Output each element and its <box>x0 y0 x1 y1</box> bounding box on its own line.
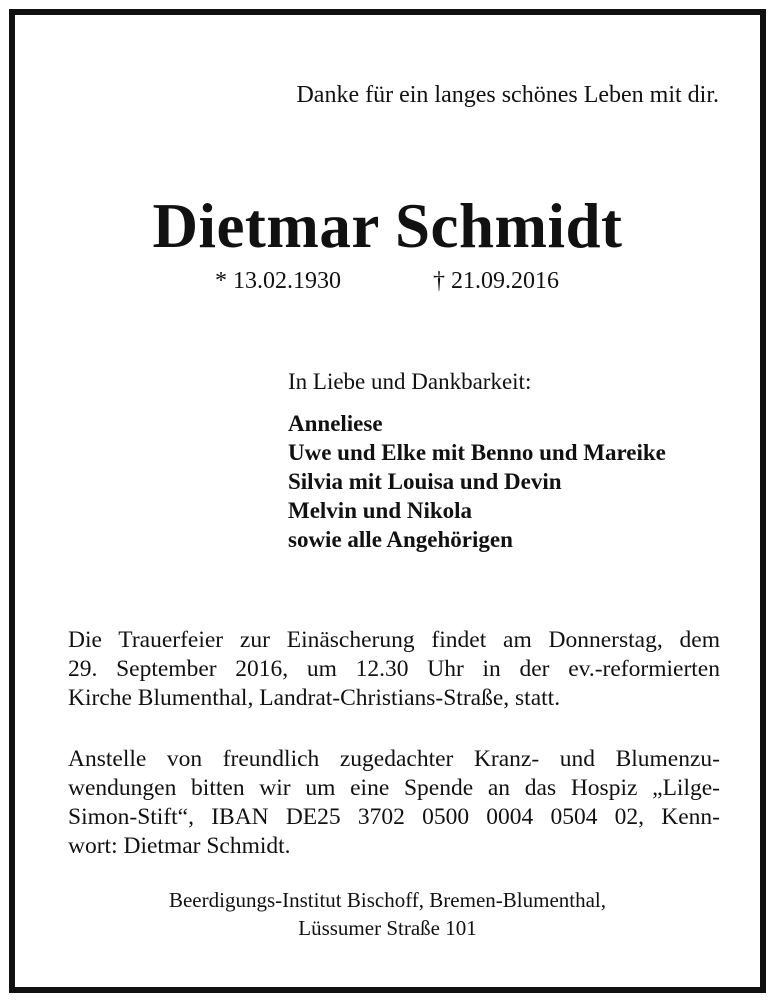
donation-line: wendungen bitten wir um eine Spende an das Hospiz „Lilge- <box>68 775 720 801</box>
undertaker-address: Lüssumer Straße 101 <box>298 916 477 940</box>
birth-date: * 13.02.1930 <box>215 268 341 294</box>
ceremony-paragraph <box>68 626 720 713</box>
death-date: † 21.09.2016 <box>433 268 559 294</box>
ceremony-line: Die Trauerfeier zur Einäscherung findet am Donnerstag, dem <box>68 627 720 653</box>
motto: Danke für ein langes schönes Leben mit dir. <box>296 82 719 108</box>
mourner-name: sowie alle Angehörigen <box>288 527 513 552</box>
donation-line: Simon-Stift“, IBAN DE25 3702 0500 0004 0504 02, Kenn- <box>68 804 720 830</box>
ceremony-line: Kirche Blumenthal, Landrat-Christians-Straße, statt. <box>68 685 561 711</box>
undertaker-info <box>15 886 760 942</box>
deceased-name: Dietmar Schmidt <box>152 191 623 261</box>
mourners-intro: In Liebe und Dankbarkeit: <box>288 369 532 394</box>
mourner-name: Melvin und Nikola <box>288 498 473 523</box>
donation-line: Anstelle von freundlich zugedachter Kranz- und Blumenzu- <box>68 746 720 772</box>
mourner-name: Anneliese <box>288 411 383 436</box>
obituary-frame <box>9 9 766 993</box>
donation-line: wort: Dietmar Schmidt. <box>68 833 291 859</box>
mourner-name: Silvia mit Louisa und Devin <box>288 469 562 494</box>
undertaker-line: Beerdigungs-Institut Bischoff, Bremen-Blumenthal, <box>168 888 607 912</box>
ceremony-line: 29. September 2016, um 12.30 Uhr in der ev.-reformierten <box>68 656 720 682</box>
donation-paragraph <box>68 745 720 861</box>
mourners-list <box>288 409 666 554</box>
mourner-name: Uwe und Elke mit Benno und Mareike <box>288 440 666 465</box>
